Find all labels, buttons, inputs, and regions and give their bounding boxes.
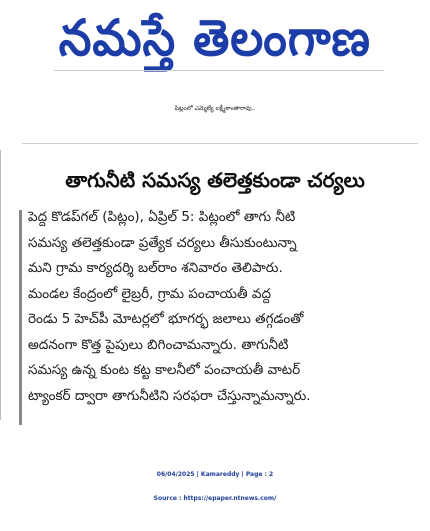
previous-article-tail: పిట్లంలో ఎమ్మెల్యే లక్ష్మీకాంతారావు..: [174, 105, 256, 112]
article-line: సమస్య ఉన్న కుంట కట్ట కాలనీలో పంచాయతీ వాటర్‌: [28, 362, 301, 378]
article-body: [28, 205, 414, 409]
source-url: Source : https://epaper.ntnews.com/: [153, 495, 277, 502]
edition-info: 06/04/2025 | Kamareddy | Page : 2: [156, 471, 274, 478]
article-line: మండల కేంద్రంలో లైబ్రరీ, గ్రామ పంచాయతీ వద్ద: [28, 285, 271, 302]
article-line: పెద్ద కొడప్‌గల్‌ (పిట్లం), ఏప్రిల్‌ 5: పిట్లంలో తాగు నీటి: [28, 209, 296, 225]
masthead: [0, 6, 430, 70]
masthead-divider: [54, 70, 384, 71]
article-line: ట్యాంకర్‌ ద్వారా తాగునీటిని సరఫరా చేస్తున్నామన్నారు.: [28, 387, 311, 404]
article-divider: [22, 143, 418, 144]
cropped-next-headline: [72, 421, 362, 429]
article-accent-bar: [19, 210, 22, 425]
article-line: సమస్య తలెత్తకుండా ప్రత్యేక చర్యలు తీసుకుంటున్నా: [28, 234, 297, 251]
newspaper-logo: నమస్తే తెలంగాణ: [58, 9, 372, 67]
article-line: అదనంగా కొత్త పైపులు బిగించామన్నారు. తాగునీటి: [28, 336, 289, 353]
article-headline: తాగునీటి సమస్య తలెత్తకుండా చర్యలు: [65, 168, 365, 192]
article-line: మని గ్రామ కార్యదర్శి బల్‌రాం శనివారం తెలిపారు.: [28, 260, 283, 276]
article-line: రెండు 5 హెచ్‌పీ మోటర్లలో భూగర్భ జలాలు తగ్గడంతో: [28, 311, 304, 327]
